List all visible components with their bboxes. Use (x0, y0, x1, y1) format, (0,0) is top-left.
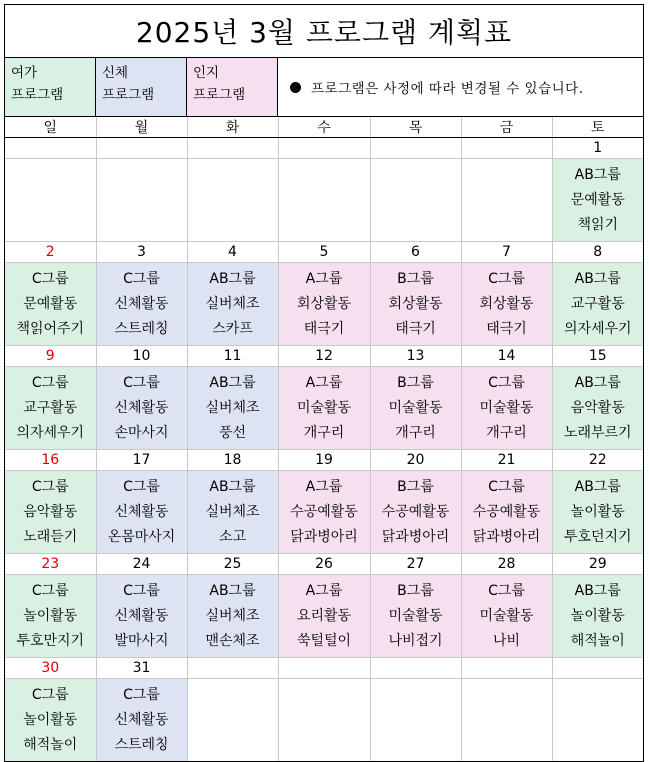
activity-cell (5, 679, 96, 762)
activity-group: C그룹 (31, 686, 69, 703)
activity-cell (278, 159, 370, 242)
activity-group: AB그룹 (574, 478, 621, 495)
date-cell: 23 (5, 554, 96, 575)
activity-detail: 의자세우기 (16, 424, 85, 441)
activity-detail: 나비 (492, 632, 521, 649)
activity-cell (278, 471, 370, 554)
activity-detail: 책읽기 (577, 216, 619, 233)
activity-category: 놀이활동 (570, 503, 625, 520)
date-row (5, 554, 643, 575)
date-cell: 21 (461, 450, 552, 471)
activity-detail: 개구리 (486, 424, 527, 441)
activity-group: AB그룹 (209, 270, 256, 287)
legend-note-text: 프로그램은 사정에 따라 변경될 수 있습니다. (311, 81, 584, 97)
activity-group: A그룹 (305, 270, 343, 287)
activity-cell (461, 367, 552, 450)
date-row (5, 658, 643, 679)
activity-group: AB그룹 (209, 374, 256, 391)
activity-cell (552, 679, 643, 762)
activity-category: 실버체조 (205, 503, 260, 520)
activity-group: AB그룹 (574, 270, 621, 287)
activity-cell (187, 367, 278, 450)
activity-category: 회상활동 (388, 295, 443, 312)
activity-cell (552, 159, 643, 242)
activity-group: C그룹 (123, 582, 160, 599)
legend-cognitive-line2: 프로그램 (193, 87, 246, 103)
activity-group: B그룹 (397, 582, 434, 599)
activity-category: 놀이활동 (23, 607, 78, 624)
activity-category: 미술활동 (296, 399, 352, 416)
date-cell: 4 (187, 242, 278, 263)
legend-leisure (5, 58, 96, 116)
date-cell: 1 (552, 138, 643, 159)
activity-detail: 태극기 (395, 320, 436, 337)
activity-category: 놀이활동 (23, 711, 78, 728)
activity-cell (96, 575, 187, 658)
activity-detail: 스트레칭 (114, 320, 169, 337)
activity-detail: 투호던지기 (563, 528, 632, 545)
date-cell (5, 138, 96, 159)
date-cell: 14 (461, 346, 552, 367)
activity-cell (96, 367, 187, 450)
activity-detail: 닭과병아리 (290, 528, 358, 545)
activity-category: 회상활동 (479, 295, 534, 312)
activity-cell (278, 367, 370, 450)
date-cell: 28 (461, 554, 552, 575)
activity-category: 미술활동 (479, 607, 534, 624)
date-cell (461, 138, 552, 159)
program-schedule-sheet (4, 4, 644, 762)
activity-detail: 스카프 (212, 320, 253, 337)
activity-group: A그룹 (305, 582, 343, 599)
activity-category: 수공예활동 (290, 503, 358, 520)
weekday-wed: 수 (278, 117, 370, 138)
activity-category: 회상활동 (296, 295, 352, 312)
activity-detail: 해적놀이 (570, 632, 625, 649)
activity-group: A그룹 (305, 374, 343, 391)
activity-detail: 개구리 (395, 424, 436, 441)
date-cell: 27 (370, 554, 461, 575)
date-cell (96, 138, 187, 159)
date-cell: 31 (96, 658, 187, 679)
activity-cell (370, 679, 461, 762)
weekday-mon: 월 (96, 117, 187, 138)
activity-row (5, 471, 643, 554)
date-cell: 30 (5, 658, 96, 679)
activity-group: C그룹 (488, 478, 525, 495)
date-cell: 25 (187, 554, 278, 575)
activity-group: C그룹 (31, 582, 69, 599)
legend-physical (96, 58, 187, 116)
date-row (5, 450, 643, 471)
activity-cell (187, 471, 278, 554)
date-cell: 16 (5, 450, 96, 471)
activity-cell (187, 263, 278, 346)
date-cell (278, 658, 370, 679)
activity-cell (96, 471, 187, 554)
activity-cell (96, 679, 187, 762)
activity-category: 신체활동 (114, 295, 169, 312)
activity-cell (5, 263, 96, 346)
activity-group: C그룹 (488, 270, 525, 287)
weekday-sun: 일 (5, 117, 96, 138)
date-cell: 26 (278, 554, 370, 575)
activity-category: 수공예활동 (472, 503, 541, 520)
activity-category: 교구활동 (23, 399, 78, 416)
activity-detail: 책읽어주기 (16, 320, 85, 337)
activity-group: AB그룹 (574, 582, 621, 599)
activity-category: 신체활동 (114, 607, 169, 624)
activity-category: 실버체조 (205, 295, 260, 312)
date-cell: 24 (96, 554, 187, 575)
activity-group: C그룹 (123, 374, 160, 391)
weekday-header-row (5, 117, 643, 138)
activity-group: AB그룹 (574, 374, 621, 391)
activity-category: 신체활동 (114, 503, 169, 520)
activity-category: 요리활동 (296, 607, 352, 624)
activity-group: C그룹 (123, 270, 160, 287)
date-row (5, 138, 643, 159)
activity-detail: 개구리 (303, 424, 345, 441)
activity-detail: 소고 (218, 528, 247, 545)
weekday-tue: 화 (187, 117, 278, 138)
activity-cell (370, 471, 461, 554)
legend-physical-line1: 신체 (102, 65, 129, 81)
date-cell: 9 (5, 346, 96, 367)
activity-detail: 맨손체조 (205, 632, 260, 649)
activity-detail: 태극기 (303, 320, 345, 337)
activity-detail: 풍선 (218, 424, 247, 441)
date-cell (278, 138, 370, 159)
activity-category: 수공예활동 (381, 503, 450, 520)
activity-group: C그룹 (123, 686, 160, 703)
activity-cell (5, 471, 96, 554)
activity-category: 음악활동 (570, 399, 625, 416)
activity-cell (5, 575, 96, 658)
activity-detail: 투호만지기 (16, 632, 85, 649)
activity-cell (461, 263, 552, 346)
activity-category: 실버체조 (205, 399, 260, 416)
activity-detail: 온몸마사지 (107, 528, 176, 545)
date-cell: 3 (96, 242, 187, 263)
page-title: 2025년 3월 프로그램 계획표 (5, 5, 643, 58)
activity-detail: 쑥털털이 (296, 632, 352, 649)
date-cell: 6 (370, 242, 461, 263)
date-cell (552, 658, 643, 679)
legend-leisure-line1: 여가 (11, 65, 38, 81)
activity-cell (5, 367, 96, 450)
activity-cell (370, 159, 461, 242)
activity-row (5, 159, 643, 242)
activity-group: AB그룹 (209, 478, 256, 495)
activity-cell (187, 679, 278, 762)
date-row (5, 242, 643, 263)
activity-group: B그룹 (397, 374, 434, 391)
activity-row (5, 263, 643, 346)
activity-cell (552, 367, 643, 450)
date-cell: 5 (278, 242, 370, 263)
date-cell: 12 (278, 346, 370, 367)
activity-cell (187, 575, 278, 658)
date-cell (370, 138, 461, 159)
activity-group: C그룹 (31, 374, 69, 391)
activity-category: 놀이활동 (570, 607, 625, 624)
activity-cell (461, 575, 552, 658)
activity-detail: 발마사지 (114, 632, 169, 649)
activity-detail: 나비접기 (388, 632, 443, 649)
bullet-icon (290, 82, 301, 93)
activity-category: 신체활동 (114, 711, 169, 728)
date-cell (461, 658, 552, 679)
activity-detail: 의자세우기 (563, 320, 632, 337)
activity-group: C그룹 (488, 582, 525, 599)
activity-cell (552, 575, 643, 658)
legend-leisure-line2: 프로그램 (11, 87, 64, 103)
date-cell: 29 (552, 554, 643, 575)
weekday-fri: 금 (461, 117, 552, 138)
activity-category: 음악활동 (23, 503, 78, 520)
activity-detail: 손마사지 (114, 424, 169, 441)
activity-cell (552, 471, 643, 554)
activity-cell (370, 263, 461, 346)
legend-cognitive-line1: 인지 (193, 65, 220, 81)
date-cell (370, 658, 461, 679)
activity-category: 문예활동 (23, 295, 78, 312)
date-cell: 22 (552, 450, 643, 471)
date-cell: 15 (552, 346, 643, 367)
activity-detail: 노래부르기 (563, 424, 632, 441)
activity-cell (370, 367, 461, 450)
activity-cell (96, 263, 187, 346)
activity-category: 미술활동 (388, 607, 443, 624)
date-cell: 10 (96, 346, 187, 367)
activity-detail: 해적놀이 (23, 736, 78, 753)
date-cell: 19 (278, 450, 370, 471)
date-cell: 13 (370, 346, 461, 367)
date-cell: 17 (96, 450, 187, 471)
activity-cell (96, 159, 187, 242)
legend-physical-line2: 프로그램 (102, 87, 155, 103)
activity-cell (461, 471, 552, 554)
activity-group: C그룹 (31, 270, 69, 287)
activity-group: AB그룹 (209, 582, 256, 599)
activity-cell (278, 575, 370, 658)
activity-category: 미술활동 (479, 399, 534, 416)
activity-cell (187, 159, 278, 242)
activity-category: 미술활동 (388, 399, 443, 416)
activity-category: 문예활동 (570, 191, 625, 208)
activity-group: B그룹 (397, 478, 434, 495)
date-cell: 11 (187, 346, 278, 367)
activity-group: A그룹 (305, 478, 343, 495)
activity-category: 신체활동 (114, 399, 169, 416)
activity-detail: 태극기 (486, 320, 527, 337)
calendar-body (5, 117, 643, 761)
legend-row (5, 58, 643, 117)
activity-cell (370, 575, 461, 658)
weekday-thu: 목 (370, 117, 461, 138)
activity-detail: 노래듣기 (23, 528, 78, 545)
activity-cell (278, 679, 370, 762)
activity-group: B그룹 (397, 270, 434, 287)
legend-note (278, 58, 643, 116)
activity-group: C그룹 (123, 478, 160, 495)
activity-cell (552, 263, 643, 346)
activity-detail: 스트레칭 (114, 736, 169, 753)
date-cell: 2 (5, 242, 96, 263)
activity-row (5, 575, 643, 658)
activity-category: 교구활동 (570, 295, 625, 312)
activity-group: AB그룹 (574, 166, 621, 183)
activity-row (5, 367, 643, 450)
activity-category: 실버체조 (205, 607, 260, 624)
date-row (5, 346, 643, 367)
date-cell: 18 (187, 450, 278, 471)
activity-cell (5, 159, 96, 242)
activity-row (5, 679, 643, 762)
weekday-sat: 토 (552, 117, 643, 138)
date-cell (187, 658, 278, 679)
activity-detail: 닭과병아리 (472, 528, 541, 545)
legend-cognitive (187, 58, 278, 116)
date-cell (187, 138, 278, 159)
activity-group: C그룹 (488, 374, 525, 391)
activity-cell (278, 263, 370, 346)
activity-cell (461, 679, 552, 762)
activity-group: C그룹 (31, 478, 69, 495)
activity-cell (461, 159, 552, 242)
calendar-table (5, 117, 643, 761)
activity-detail: 닭과병아리 (381, 528, 450, 545)
date-cell: 20 (370, 450, 461, 471)
date-cell: 7 (461, 242, 552, 263)
date-cell: 8 (552, 242, 643, 263)
